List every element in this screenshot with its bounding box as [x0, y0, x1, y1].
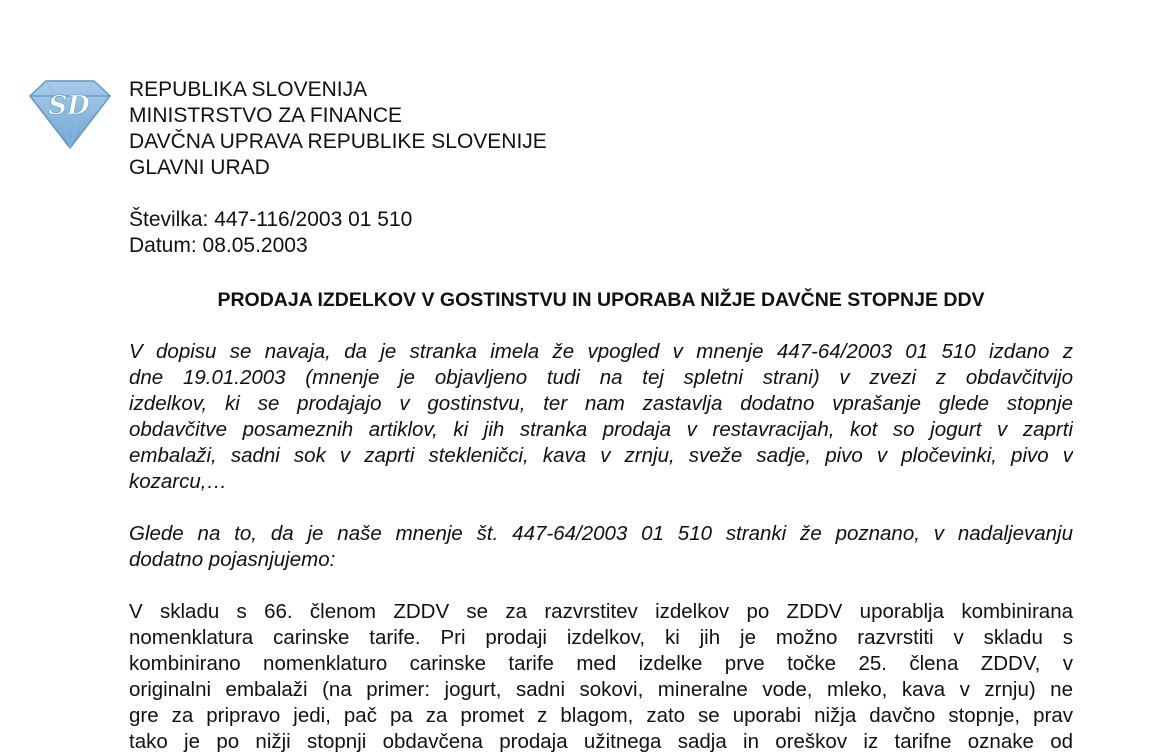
document-title: PRODAJA IZDELKOV V GOSTINSTVU IN UPORABA NIŽJE DAVČNE STOPNJE DDV: [217, 289, 985, 311]
tax-administration-logo-icon: [26, 78, 112, 150]
paragraph-line: kombinirano nomenklaturo carinske tarife med izdelke prve točke 25. člena ZDDV, v: [129, 652, 1073, 675]
header-line-main-office: GLAVNI URAD: [129, 156, 270, 179]
header-line-ministry: MINISTRSTVO ZA FINANCE: [129, 104, 403, 127]
paragraph-line: V dopisu se navaja, da je stranka imela že vpogled v mnenje 447-64/2003 01 510 izdano z: [129, 340, 1073, 363]
header-line-republic: REPUBLIKA SLOVENIJA: [129, 78, 368, 101]
paragraph-line: gre za pripravo jedi, pač pa za promet z blagom, zato se uporabi nižja davčno stopnje, prav: [129, 704, 1073, 727]
institution-header: [129, 77, 547, 181]
paragraph-explanation: [129, 599, 1073, 755]
paragraph-inquiry: [129, 339, 1073, 495]
document-meta: [129, 207, 412, 259]
paragraph-line: izdelkov, ki se prodajajo v gostinstvu, ter nam zastavlja dodatno vprašanje glede stopnje: [129, 392, 1073, 415]
paragraph-line: embalaži, sadni sok v zaprti stekleničci, kava v zrnju, sveže sadje, pivo v pločevinki, pivo v: [129, 444, 1073, 467]
paragraph-line: nomenklatura carinske tarife. Pri prodaji izdelkov, ki jih je možno razvrstiti v skladu s: [129, 626, 1073, 649]
logo-lettering: SD: [48, 91, 90, 121]
paragraph-line: dne 19.01.2003 (mnenje je objavljeno tudi na tej spletni strani) v zvezi z obdavčitvijo: [129, 366, 1073, 389]
paragraph-line: tako je po nižji stopnji obdavčena prodaja užitnega sadja in oreškov iz tarifne oznake od: [129, 730, 1073, 753]
document-date: Datum: 08.05.2003: [129, 234, 308, 257]
paragraph-line: originalni embalaži (na primer: jogurt, sadni sokovi, mineralne vode, mleko, kava v zrnju) ne: [129, 678, 1073, 701]
paragraph-line: V skladu s 66. členom ZDDV se za razvrstitev izdelkov po ZDDV uporablja kombinirana: [129, 600, 1073, 623]
paragraph-line: obdavčitve posameznih artiklov, ki jih stranka prodaja v restavracijah, kot so jogurt v zaprti: [129, 418, 1073, 441]
paragraph-line: kozarcu,…: [129, 470, 227, 493]
paragraph-intro-answer: [129, 521, 1073, 573]
document-number: Številka: 447-116/2003 01 510: [129, 208, 413, 231]
paragraph-line: Glede na to, da je naše mnenje št. 447-64/2003 01 510 stranki že poznano, v nadaljevanju: [129, 522, 1073, 545]
paragraph-line: dodatno pojasnjujemo:: [129, 548, 336, 571]
header-line-tax-administration: DAVČNA UPRAVA REPUBLIKE SLOVENIJE: [129, 130, 547, 153]
